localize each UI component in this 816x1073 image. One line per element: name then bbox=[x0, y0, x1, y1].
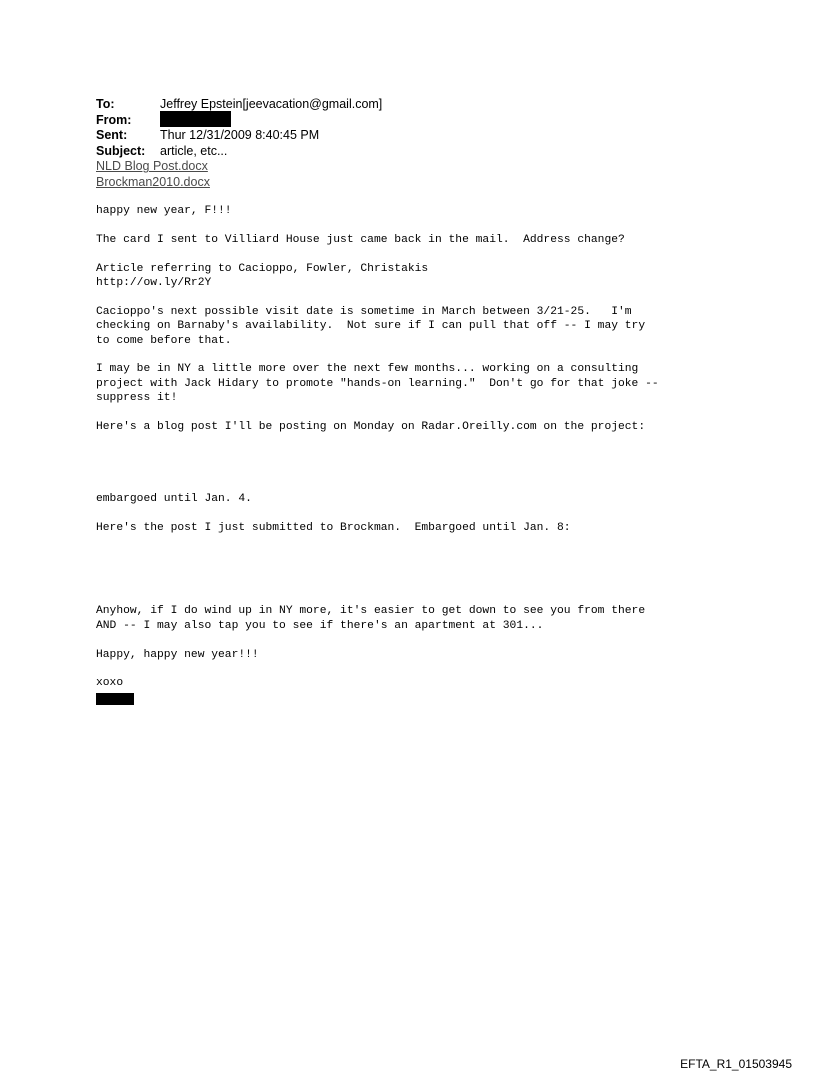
body-paragraph: Cacioppo's next possible visit date is sometime in March between 3/21-25. I'm checking on Barnaby's availability. Not sure if I can pull that off -- I may try to come before that. bbox=[96, 305, 646, 347]
subject-value: article, etc... bbox=[160, 143, 228, 158]
to-label: To: bbox=[96, 97, 115, 111]
from-row bbox=[96, 113, 382, 129]
blank-space bbox=[96, 549, 756, 604]
redaction-box bbox=[160, 111, 231, 127]
sent-row bbox=[96, 128, 382, 144]
attachment-link-brockman2010[interactable]: Brockman2010.docx bbox=[96, 174, 210, 189]
attachment-link-nld-blog-post[interactable]: NLD Blog Post.docx bbox=[96, 159, 208, 174]
signature-redaction-box bbox=[96, 693, 134, 705]
from-value bbox=[160, 113, 231, 129]
subject-row bbox=[96, 144, 382, 160]
email-body bbox=[96, 204, 756, 705]
blank-space bbox=[96, 449, 756, 492]
sent-label: Sent: bbox=[96, 128, 128, 143]
body-paragraph: The card I sent to Villiard House just came back in the mail. Address change? bbox=[96, 233, 625, 246]
body-paragraph: Here's the post I just submitted to Brockman. Embargoed until Jan. 8: bbox=[96, 521, 571, 534]
body-paragraph: Anyhow, if I do wind up in NY more, it's easier to get down to see you from there AND -- I may also tap you to see if there's an apartment at 301... bbox=[96, 605, 646, 632]
body-paragraph: happy new year, F!!! bbox=[96, 205, 232, 217]
document-id: EFTA_R1_01503945 bbox=[680, 1057, 792, 1071]
subject-label: Subject: bbox=[96, 143, 146, 158]
sign-off: xoxo bbox=[96, 677, 124, 690]
to-row bbox=[96, 97, 382, 113]
body-paragraph: Article referring to Cacioppo, Fowler, Christakis http://ow.ly/Rr2Y bbox=[96, 262, 429, 289]
sent-value: Thur 12/31/2009 8:40:45 PM bbox=[160, 128, 320, 143]
email-header bbox=[96, 97, 382, 191]
body-paragraph: embargoed until Jan. 4. bbox=[96, 492, 252, 505]
body-paragraph: Here's a blog post I'll be posting on Monday on Radar.Oreilly.com on the project: bbox=[96, 421, 646, 434]
to-value: Jeffrey Epstein[jeevacation@gmail.com] bbox=[160, 97, 383, 111]
from-label: From: bbox=[96, 112, 132, 127]
body-paragraph: Happy, happy new year!!! bbox=[96, 648, 259, 661]
body-paragraph: I may be in NY a little more over the next few months... working on a consulting project with Jack Hidary to promote "hands-on learning." Don't go for that joke -- suppress it! bbox=[96, 363, 659, 405]
